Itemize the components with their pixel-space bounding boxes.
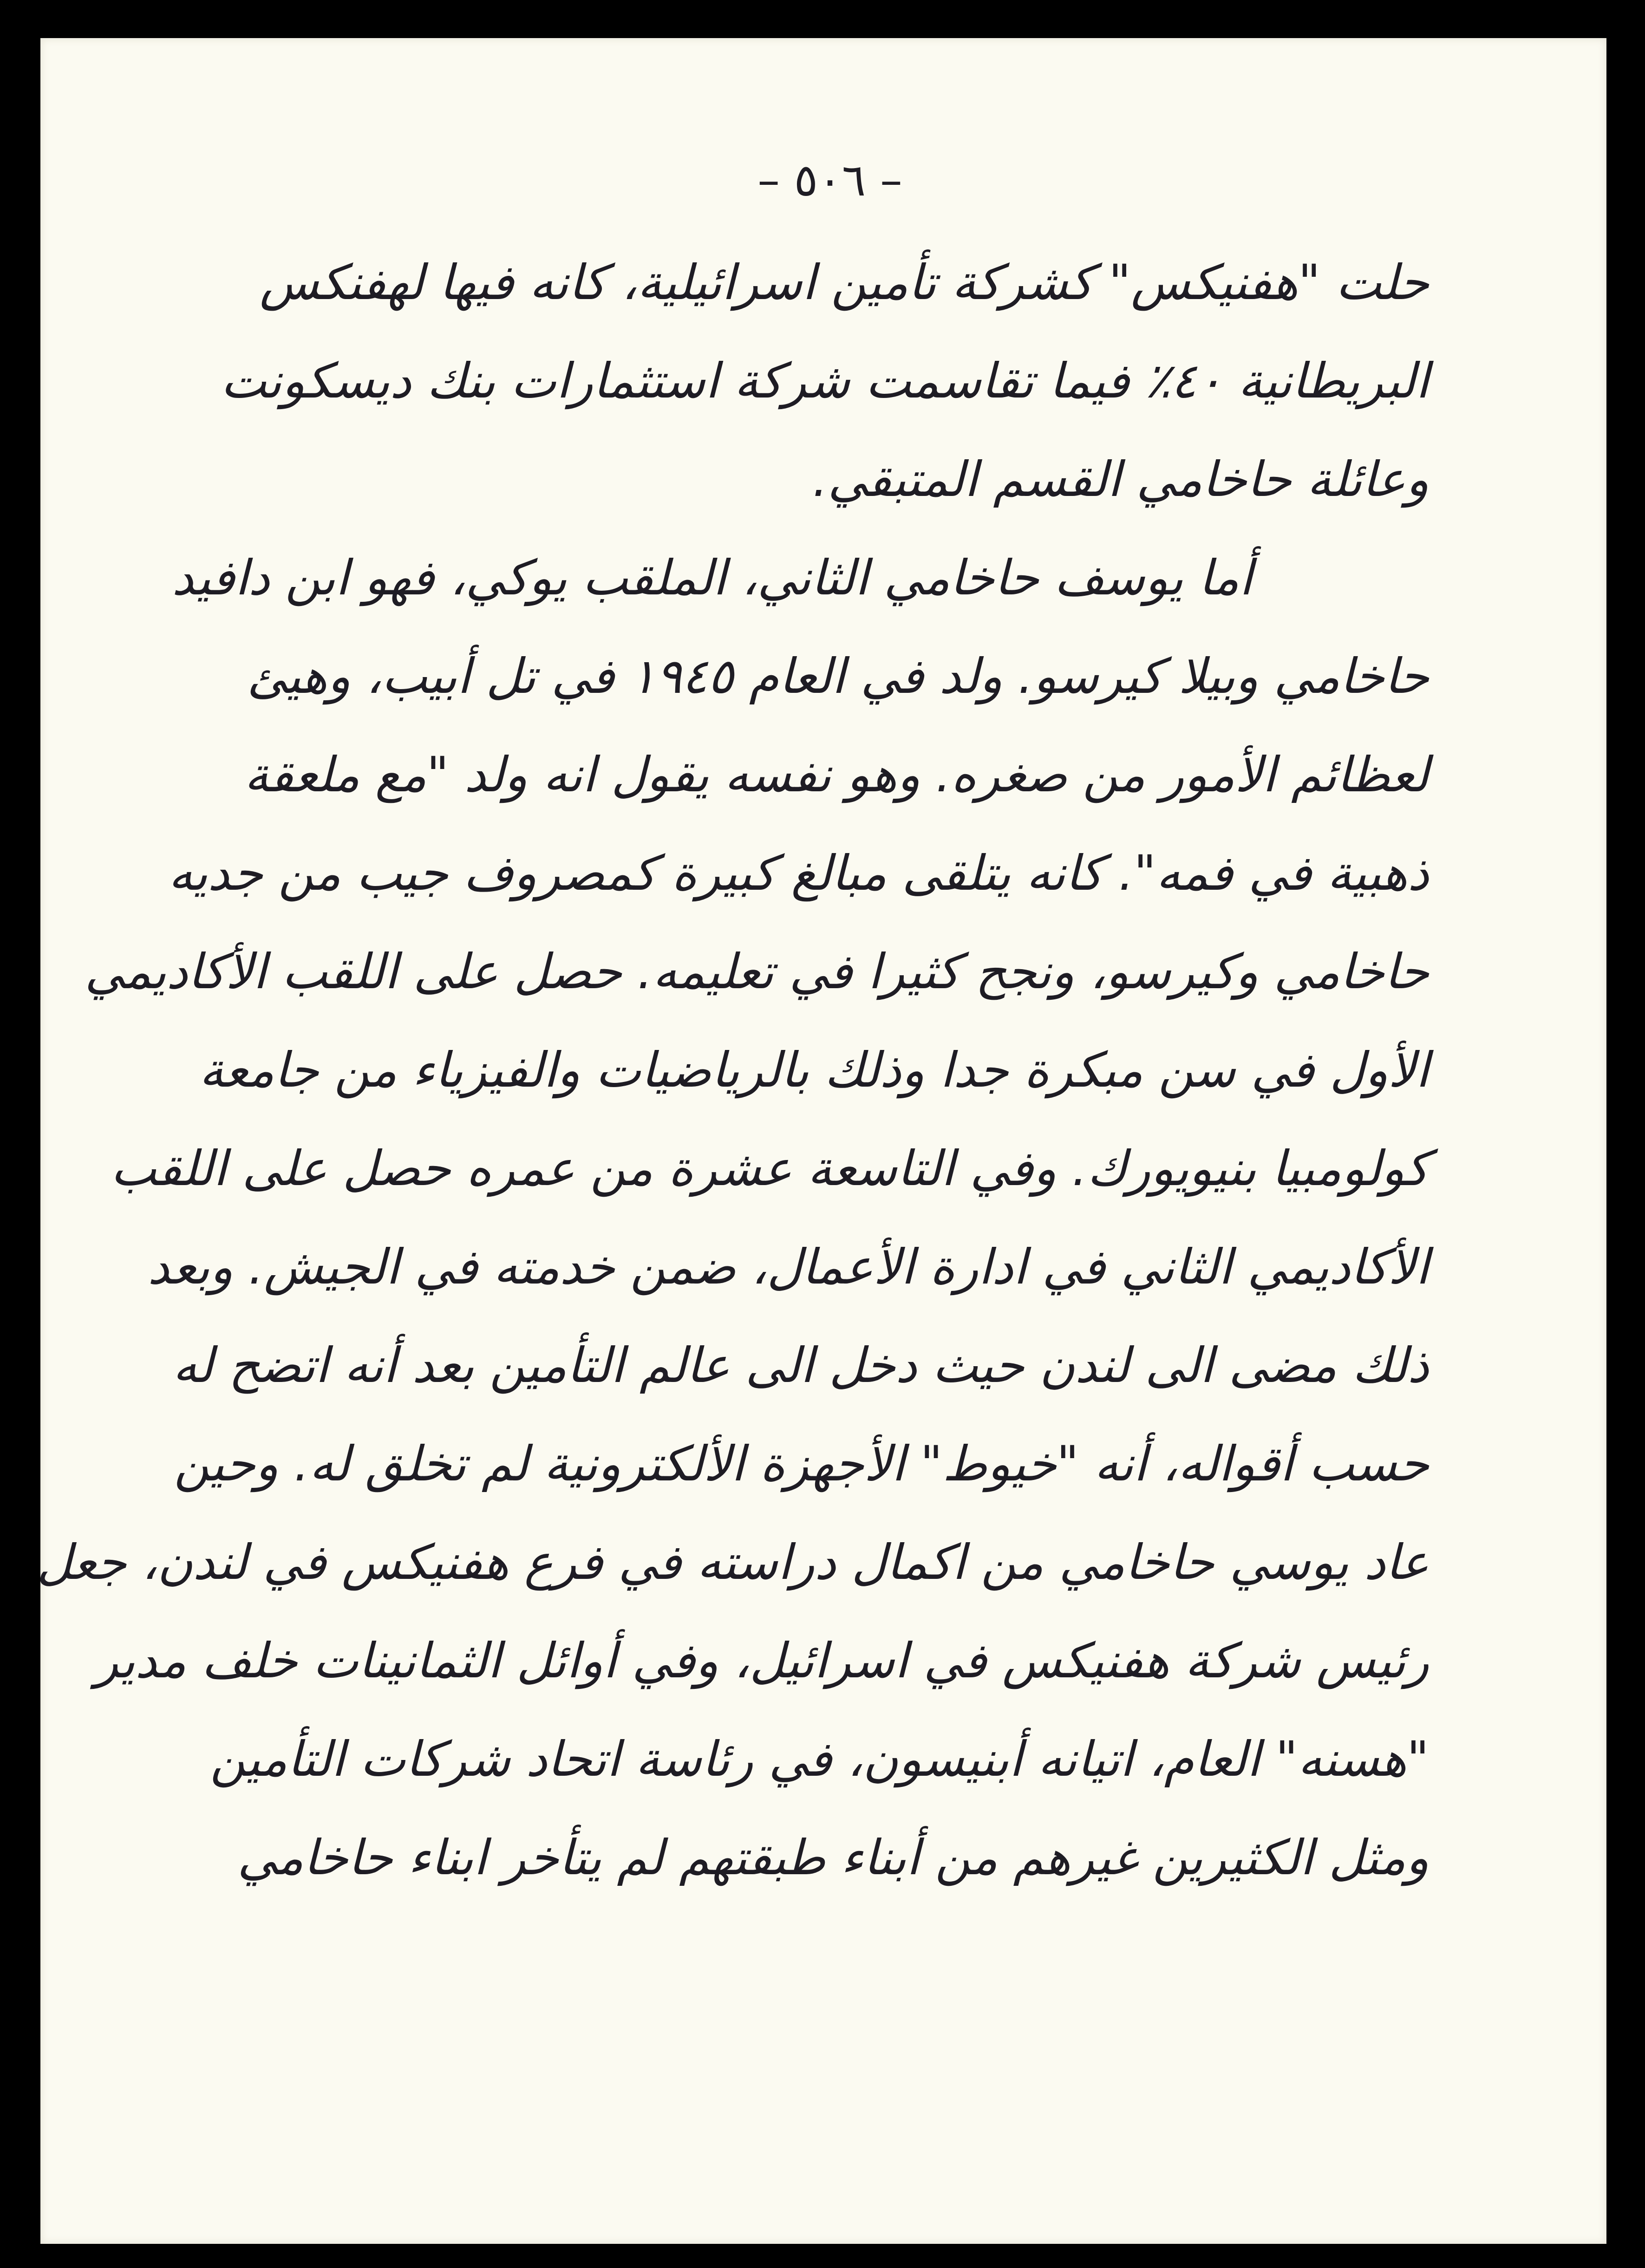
text-line: الأكاديمي الثاني في ادارة الأعمال، ضمن خدمته في الجيش. وبعد bbox=[147, 1238, 1429, 1295]
text-line: أما يوسف حاخامي الثاني، الملقب يوكي، فهو ابن دافيد bbox=[172, 549, 1253, 606]
text-line: وعائلة حاخامي القسم المتبقي. bbox=[812, 451, 1429, 508]
text-line: لعظائم الأمور من صغره. وهو نفسه يقول انه ولد "مع ملعقة bbox=[244, 746, 1429, 803]
text-line: الأول في سن مبكرة جدا وذلك بالرياضيات والفيزياء من جامعة bbox=[199, 1042, 1429, 1098]
text-line: حاخامي وكيرسو، ونجح كثيرا في تعليمه. حصل على اللقب الأكاديمي bbox=[85, 943, 1429, 1000]
handwritten-page bbox=[37, 38, 1606, 2244]
text-line: كولومبيا بنيويورك. وفي التاسعة عشرة من عمره حصل على اللقب bbox=[111, 1140, 1429, 1197]
text-line: حسب أقواله، أنه "خيوط" الأجهزة الألكترونية لم تخلق له. وحين bbox=[174, 1435, 1429, 1492]
page-number: – ٥٠٦ – bbox=[757, 154, 902, 206]
text-line: "هسنه" العام، اتيانه أبنيسون، في رئاسة اتحاد شركات التأمين bbox=[210, 1731, 1429, 1787]
handwritten-text-body bbox=[37, 233, 1429, 1907]
text-line: البريطانية ٤٠٪ فيما تقاسمت شركة استثمارات بنك ديسكونت bbox=[221, 352, 1429, 409]
text-line: ذهبية في فمه". كانه يتلقى مبالغ كبيرة كمصروف جيب من جديه bbox=[168, 845, 1429, 901]
text-line: حاخامي وبيلا كيرسو. ولد في العام ١٩٤٥ في تل أبيب، وهيئ bbox=[247, 648, 1429, 704]
text-line: رئيس شركة هفنيكس في اسرائيل، وفي أوائل الثمانينات خلف مدير bbox=[95, 1632, 1429, 1689]
text-line: ومثل الكثيرين غيرهم من أبناء طبقتهم لم يتأخر ابناء حاخامي bbox=[237, 1829, 1429, 1886]
text-line: حلت "هفنيكس" كشركة تأمين اسرائيلية، كانه فيها لهفنكس bbox=[259, 254, 1429, 311]
text-line: ذلك مضى الى لندن حيث دخل الى عالم التأمين بعد أنه اتضح له bbox=[172, 1337, 1429, 1394]
text-line: عاد يوسي حاخامي من اكمال دراسته في فرع هفنيكس في لندن، جعل bbox=[37, 1534, 1429, 1590]
